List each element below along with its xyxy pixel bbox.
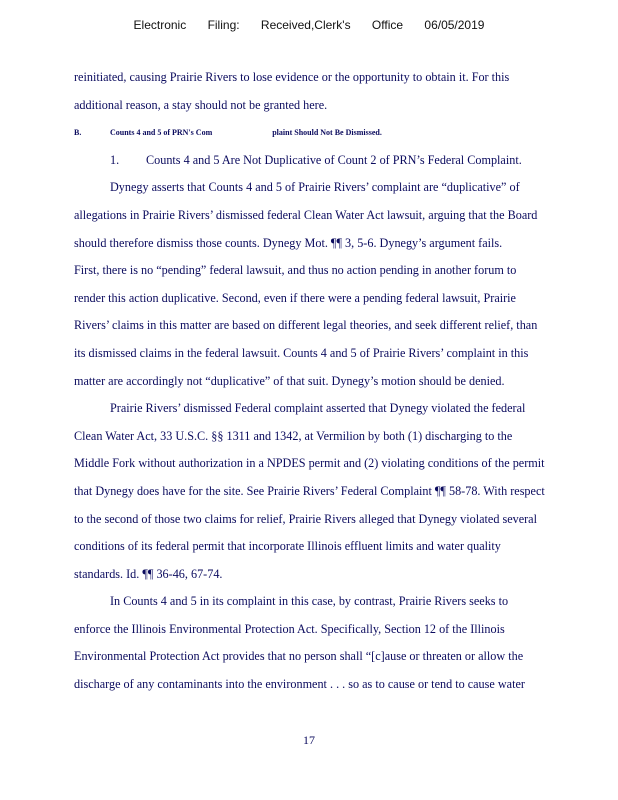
subheading-text: Counts 4 and 5 Are Not Duplicative of Count 2 of PRN’s Federal Complaint. <box>146 152 522 167</box>
text-line: standards. Id. ¶¶ 36-46, 67-74. <box>74 566 223 581</box>
text-line: Rivers’ claims in this matter are based on different legal theories, and seek different relief, than <box>74 318 538 333</box>
text-line: In Counts 4 and 5 in its complaint in this case, by contrast, Prairie Rivers seeks to <box>110 594 509 609</box>
text-line: render this action duplicative. Second, even if there were a pending federal lawsuit, Prairie <box>74 290 516 305</box>
section-title-part2: plaint Should Not Be Dismissed. <box>272 128 382 138</box>
text-line: Clean Water Act, 33 U.S.C. §§ 1311 and 1342, at Vermilion by both (1) discharging to the <box>74 428 513 443</box>
header-office: Office <box>371 18 404 32</box>
text-line: that Dynegy does have for the site. See Prairie Rivers’ Federal Complaint ¶¶ 58-78. With respect <box>74 483 545 498</box>
subheading-number: 1. <box>110 152 120 167</box>
text-line: conditions of its federal permit that incorporate Illinois effluent limits and water quality <box>74 539 501 554</box>
text-line: additional reason, a stay should not be granted here. <box>74 97 328 112</box>
text-line: discharge of any contaminants into the environment . . . so as to cause or tend to cause water <box>74 677 525 692</box>
section-title-part1: Counts 4 and 5 of PRN's Com <box>110 128 213 138</box>
header-filing: Filing: <box>207 18 240 32</box>
subheading-1 <box>74 147 594 175</box>
filing-stamp-header <box>0 18 618 32</box>
header-received: Received,Clerk's <box>260 18 351 32</box>
text-line: Middle Fork without authorization in a NPDES permit and (2) violating conditions of the permit <box>74 456 545 471</box>
section-heading-b <box>74 119 594 147</box>
text-line: enforce the Illinois Environmental Protection Act. Specifically, Section 12 of the Illinois <box>74 621 505 636</box>
text-line: Prairie Rivers’ dismissed Federal complaint asserted that Dynegy violated the federal <box>110 401 526 416</box>
document-body <box>74 64 594 699</box>
text-line: allegations in Prairie Rivers’ dismissed federal Clean Water Act lawsuit, arguing that the Board <box>74 207 538 222</box>
text-line: Dynegy asserts that Counts 4 and 5 of Prairie Rivers’ complaint are “duplicative” of <box>110 180 520 195</box>
text-line: Environmental Protection Act provides that no person shall “[c]ause or threaten or allow the <box>74 649 524 664</box>
text-line: reinitiated, causing Prairie Rivers to lose evidence or the opportunity to obtain it. For this <box>74 70 510 84</box>
text-line: should therefore dismiss those counts. Dynegy Mot. ¶¶ 3, 5-6. Dynegy’s argument fails. <box>74 235 503 250</box>
text-line: First, there is no “pending” federal lawsuit, and thus no action pending in another forum to <box>74 263 517 278</box>
section-letter: B. <box>74 128 82 138</box>
page-number: 17 <box>303 733 315 747</box>
header-date: 06/05/2019 <box>424 18 485 32</box>
text-line: to the second of those two claims for relief, Prairie Rivers alleged that Dynegy violated several <box>74 511 537 526</box>
text-line: its dismissed claims in the federal lawsuit. Counts 4 and 5 of Prairie Rivers’ complaint in this <box>74 345 529 360</box>
text-line: matter are accordingly not “duplicative” of that suit. Dynegy’s motion should be denied. <box>74 373 505 388</box>
header-electronic: Electronic <box>133 18 187 32</box>
